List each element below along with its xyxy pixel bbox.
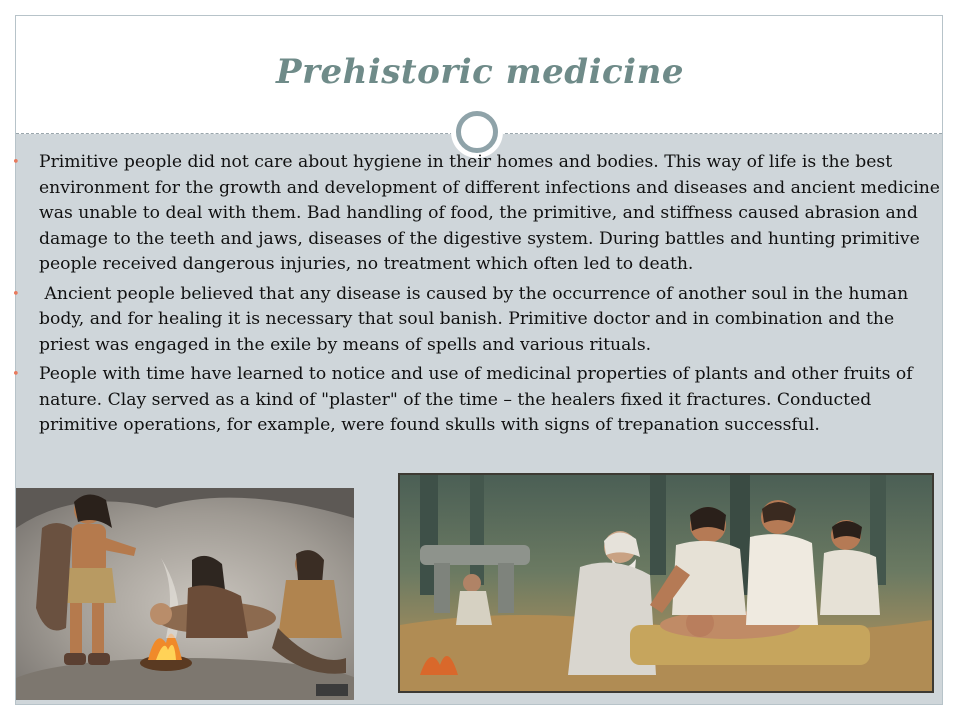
cave-healing-drawing [16,488,354,700]
bullet-list [12,150,948,443]
bullet-marker-icon: • [12,155,20,170]
trepanation-drawing [400,475,932,691]
bullet-item-2 [12,282,948,359]
bullet-marker-icon: • [12,286,20,302]
bullet-text-1: Primitive people did not care about hygiene in their homes and bodies. This way of life is the best environment for the growth and development of different infections and diseases and ancient medicine was unable to deal with them. Bad handling of food, the primitive, and stiffness caused abrasion and damage to the teeth and jaws, diseases of the digestive system. During battles and hunting primitive people received dangerous injuries, no treatment which often led to death. [39,152,940,274]
bullet-item-1 [12,150,948,278]
bullet-marker-icon: • [12,367,20,382]
bullet-text-2: Ancient people believed that any disease is caused by the occurrence of another soul in the human body, and for healing it is necessary that soul banish. Primitive doctor and in combination and the priest was engaged in the exile by means of spells and various rituals. [39,283,914,355]
trepanation-illustration [398,473,934,693]
bullet-item-3 [12,362,948,439]
slide-title: Prehistoric medicine [276,52,684,92]
cave-healing-illustration [16,488,354,700]
bullet-text-3: People with time have learned to notice and use of medicinal properties of plants and other fruits of nature. Clay served as a kind of "plaster" of the time – the healers fixed it fractures. Conducted primitive operations, for example, were found skulls with signs of trepanation successful. [39,364,913,435]
